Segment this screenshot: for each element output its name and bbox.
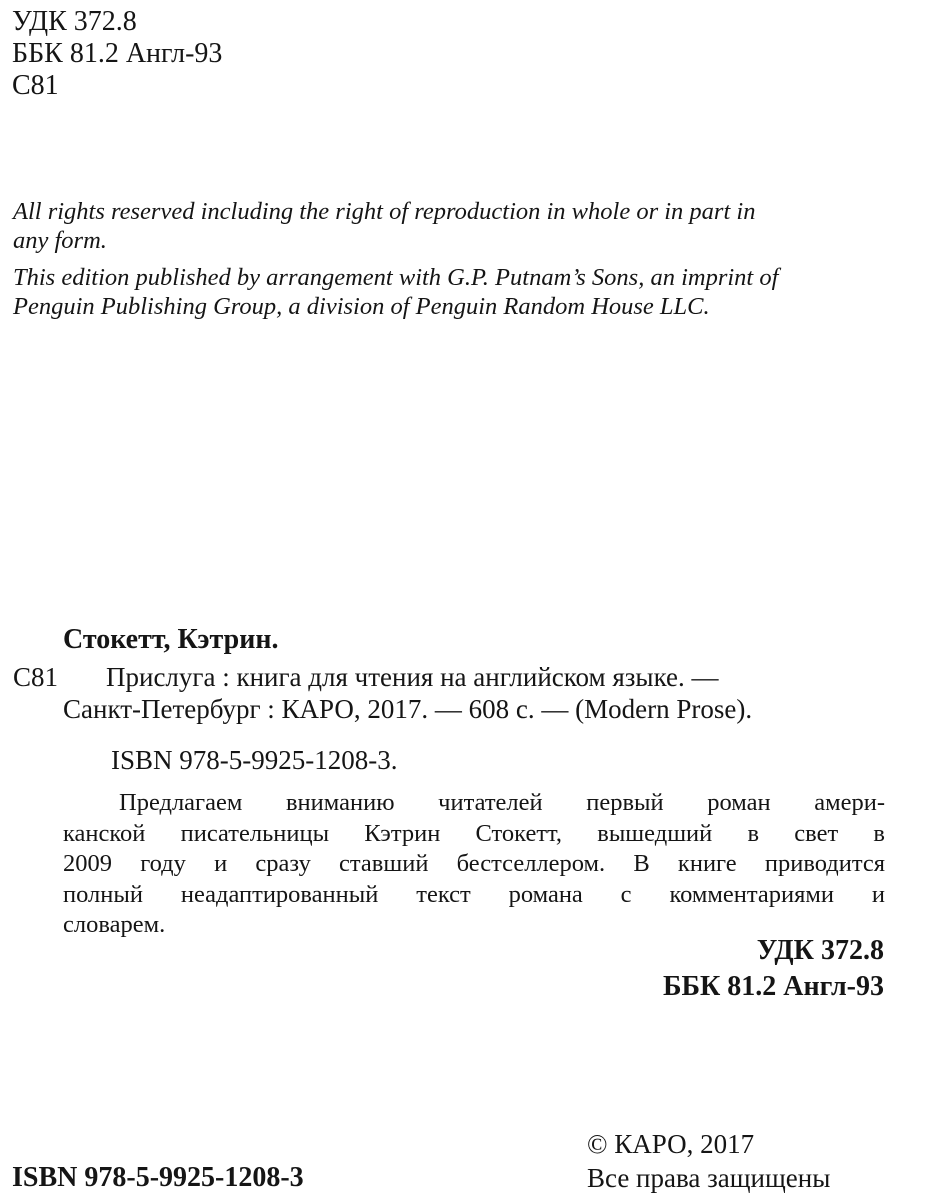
copyright-notice: © КАРО, 2017 — [587, 1129, 755, 1159]
annotation-line: 2009 году и сразу ставший бестселлером. В книге приводится — [63, 850, 885, 877]
footer-isbn: ISBN 978-5-9925-1208-3 — [12, 1162, 304, 1193]
record-code: С81 — [13, 662, 59, 692]
rights-line: All rights reserved including the right of reproduction in whole or in part in — [13, 198, 756, 225]
copyright-block — [587, 1127, 830, 1195]
record-isbn: ISBN 978-5-9925-1208-3. — [111, 745, 398, 775]
rights-reserved-paragraph — [13, 197, 893, 255]
record-title-line: Прислуга : книга для чтения на английском языке. — — [106, 662, 719, 692]
record-author: Стокетт, Кэтрин. — [63, 624, 279, 655]
edition-line: Penguin Publishing Group, a division of Penguin Random House LLC. — [13, 293, 710, 320]
annotation-line: полный неадаптированный текст романа с комментариями и — [63, 880, 885, 908]
edition-line: This edition published by arrangement with G.P. Putnam’s Sons, an imprint of — [13, 264, 779, 291]
author-sign: С81 — [12, 70, 59, 101]
bbk-code-bold: ББК 81.2 Англ-93 — [662, 971, 884, 1002]
top-classification-codes — [12, 6, 222, 102]
annotation-line: канской писательницы Кэтрин Стокетт, вышедший в свет в — [63, 819, 885, 847]
annotation-line: словарем. — [63, 911, 166, 938]
annotation-line: Предлагаем вниманию читателей первый роман амери- — [119, 789, 885, 816]
record-imprint-line: Санкт-Петербург : КАРО, 2017. — 608 с. — (Modern Prose). — [63, 694, 753, 724]
udk-code: УДК 372.8 — [12, 6, 137, 37]
annotation-paragraph — [63, 788, 885, 941]
edition-paragraph — [13, 263, 893, 321]
rights-statement — [13, 197, 893, 329]
bbk-code: ББК 81.2 Англ-93 — [12, 38, 223, 69]
rights-line: any form. — [13, 227, 107, 254]
bottom-classification-codes — [663, 933, 884, 1005]
udk-code-bold: УДК 372.8 — [756, 935, 884, 966]
rights-reserved-notice: Все права защищены — [587, 1163, 831, 1193]
